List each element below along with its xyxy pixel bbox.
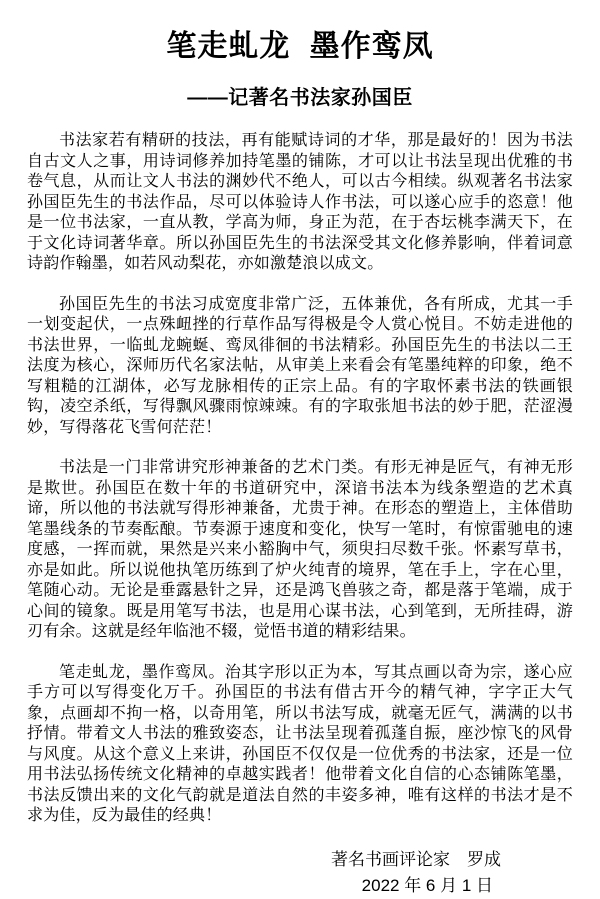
signature-line: 著名书画评论家 罗成 <box>331 849 501 869</box>
paragraph-1: 书法家若有精研的技法，再有能赋诗词的才华，那是最好的！因为书法自古文人之事，用诗词修养加持笔墨的铺陈，才可以让书法呈现出优雅的书卷气息，从而让文人书法的渊妙代不绝人，可以古今相续。纵观著名书法家孙国臣先生的书法作品，尽可以体验诗人作书法，可以遂心应手的恣意！他是一位书法家，一直从教，学高为师，身正为范，在于杏坛桃李满天下，在于文化诗词著华章。所以孙国臣先生的书法深受其文化修养影响，伴着词意诗韵作翰墨，如若风动梨花，亦如激楚浪以成文。 <box>27 132 573 272</box>
date-line: 2022 年 6 月 1 日 <box>361 875 493 895</box>
article-body <box>27 131 573 827</box>
closing-block <box>27 847 573 899</box>
paragraph-4: 笔走虬龙，墨作鸾凤。治其字形以正为本，写其点画以奇为宗，遂心应手方可以写得变化万千。孙国臣的书法有借古开今的精气神，字字正大气象，点画却不拘一格，以奇用笔，所以书法写成，就毫无匠气，满满的以书抒情。带着文人书法的雅致姿态，让书法呈现着孤蓬自振，座沙惊飞的风骨与风度。从这个意义上来讲，孙国臣不仅仅是一位优秀的书法家，还是一位用书法弘扬传统文化精神的卓越实践者！他带着文化自信的心态铺陈笔墨，书法反馈出来的文化气韵就是道法自然的丰姿多神，唯有这样的书法才是不求为佳，反为最佳的经典！ <box>27 663 573 824</box>
article-title: 笔走虬龙 墨作鸾凤 <box>166 30 434 63</box>
paragraph-2: 孙国臣先生的书法习成宽度非常广泛，五体兼优，各有所成，尤其一手一划变起伏，一点殊衄挫的行草作品写得极是令人赏心悦目。不妨走进他的书法世界，一临虬龙蜿蜒、鸾凤徘徊的书法精彩。孙国臣先生的书法以二王法度为核心，深师历代名家法帖，从审美上来看会有笔墨纯粹的印象，绝不写粗糙的江湖体，必写龙脉相传的正宗上品。有的字取怀素书法的铁画银钩，凌空杀纸，写得飘风骤雨惊竦竦。有的字取张旭书法的妙于肥，茫涩漫妙，写得落花飞雪何茫茫！ <box>27 295 573 436</box>
paragraph-3: 书法是一门非常讲究形神兼备的艺术门类。有形无神是匠气，有神无形是欺世。孙国臣在数十年的书道研究中，深谙书法本为线条塑造的艺术真谛，所以他的书法就写得形神兼备，尤贵于神。在形态的塑造上，主体借助笔墨线条的节奏酝酿。节奏源于速度和变化，快写一笔时，有惊雷驰电的速度感，一挥而就，果然是兴来小豁胸中气，须臾扫尽数千张。怀素写草书，亦是如此。所以说他执笔历练到了炉火纯青的境界，笔在手上，字在心里，笔随心动。无论是垂露悬针之异，还是鸿飞兽骇之奇，都是落于笔端，成于心间的镜象。既是用笔写书法，也是用心谋书法，心到笔到，无所挂碍，游刃有余。这就是经年临池不辍，觉悟书道的精彩结果。 <box>27 459 573 640</box>
article-subtitle: ——记著名书法家孙国臣 <box>187 87 413 109</box>
